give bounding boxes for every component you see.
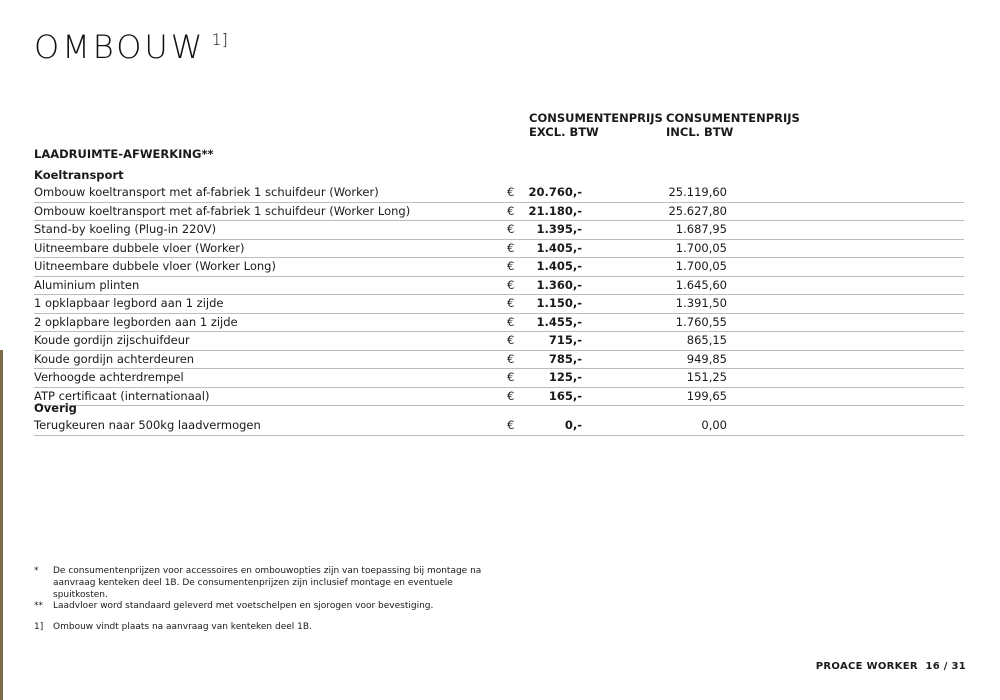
price-incl-btw: 949,85 [686, 351, 727, 366]
row-label: Stand-by koeling (Plug-in 220V) [34, 222, 217, 236]
footnote [34, 566, 494, 601]
price-incl-btw: 0,00 [701, 418, 727, 432]
page-edge-strip [0, 350, 3, 700]
price-excl-btw: 1.405,- [536, 240, 582, 255]
table-row [34, 221, 964, 240]
row-label: Ombouw koeltransport met af-fabriek 1 schuifdeur (Worker Long) [34, 203, 411, 218]
row-label: ATP certificaat (internationaal) [34, 388, 210, 403]
price-excl-btw: 1.455,- [536, 314, 582, 329]
currency-symbol: € [507, 203, 515, 218]
row-label: Koude gordijn achterdeuren [34, 351, 195, 366]
row-label: Terugkeuren naar 500kg laadvermogen [34, 418, 261, 432]
column-header-incl-btw: CONSUMENTENPRIJS INCL. BTW [666, 111, 800, 139]
price-excl-btw: 1.150,- [536, 296, 582, 310]
footer-model: PROACE WORKER [815, 661, 918, 672]
currency-symbol: € [507, 222, 515, 236]
footnote-mark: * [34, 566, 39, 576]
currency-symbol: € [507, 185, 515, 199]
currency-symbol: € [507, 240, 515, 255]
table-row [34, 258, 964, 277]
column-header-excl-btw: CONSUMENTENPRIJS EXCL. BTW [529, 111, 663, 139]
price-excl-btw: 1.395,- [536, 222, 582, 236]
price-excl-btw: 21.180,- [528, 203, 582, 218]
footnote [34, 601, 494, 613]
table-row [34, 203, 964, 222]
page-title: OMBOUW $^{1]}$ [34, 28, 228, 66]
row-label: Uitneembare dubbele vloer (Worker Long) [34, 259, 276, 273]
price-incl-btw: 1.760,55 [675, 314, 727, 329]
table-row [34, 388, 964, 407]
currency-symbol: € [507, 418, 515, 432]
table-row [34, 240, 964, 259]
price-incl-btw: 1.645,60 [675, 277, 727, 292]
title-footnote-mark: 1] [211, 30, 228, 49]
table-row [34, 369, 964, 388]
price-excl-btw: 0,- [564, 418, 582, 432]
price-excl-btw: 1.405,- [536, 259, 582, 273]
price-excl-btw: 165,- [548, 388, 582, 403]
row-label: Koude gordijn zijschuifdeur [34, 333, 190, 347]
price-incl-btw: 25.119,60 [668, 185, 727, 199]
price-excl-btw: 20.760,- [528, 185, 582, 199]
price-excl-btw: 1.360,- [536, 277, 582, 292]
price-incl-btw: 1.700,05 [675, 259, 727, 273]
price-excl-btw: 715,- [548, 333, 582, 347]
currency-symbol: € [507, 296, 515, 310]
currency-symbol: € [507, 370, 515, 384]
table-row [34, 314, 964, 333]
price-incl-btw: 1.700,05 [675, 240, 727, 255]
price-incl-btw: 1.687,95 [675, 222, 727, 236]
table-row [34, 417, 964, 436]
row-label: Uitneembare dubbele vloer (Worker) [34, 240, 245, 255]
footnote-text: Laadvloer word standaard geleverd met voetschelpen en sjorogen voor bevestiging. [53, 601, 434, 612]
row-label: 1 opklapbaar legbord aan 1 zijde [34, 296, 224, 310]
price-excl-btw: 785,- [548, 351, 582, 366]
table-row [34, 277, 964, 296]
price-excl-btw: 125,- [548, 370, 582, 384]
row-label: Aluminium plinten [34, 277, 140, 292]
footnote-mark: 1] [34, 622, 44, 633]
row-label: 2 opklapbare legborden aan 1 zijde [34, 314, 238, 329]
table-row [34, 184, 964, 203]
currency-symbol: € [507, 333, 515, 347]
price-incl-btw: 25.627,80 [668, 203, 727, 218]
currency-symbol: € [507, 259, 515, 273]
overig-table [34, 417, 964, 436]
footnote-text: Ombouw vindt plaats na aanvraag van kenteken deel 1B. [53, 622, 312, 633]
page-number: 16 / 31 [925, 661, 966, 672]
row-label: Verhoogde achterdrempel [34, 370, 184, 384]
page-footer [816, 661, 966, 672]
table-row [34, 295, 964, 314]
currency-symbol: € [507, 351, 515, 366]
section-title: LAADRUIMTE-AFWERKING** [34, 147, 214, 161]
row-label: Ombouw koeltransport met af-fabriek 1 schuifdeur (Worker) [34, 185, 379, 199]
price-incl-btw: 199,65 [686, 388, 727, 403]
footnote-text: De consumentenprijzen voor accessoires en ombouwopties zijn van toepassing bij montage na aanvraag kenteken deel 1B. De consumentenprijzen zijn inclusief montage en eventuele spuitkosten. [53, 566, 482, 600]
group-title-koeltransport: Koeltransport [34, 168, 124, 182]
footnote-mark: ** [34, 601, 43, 612]
footnote [34, 622, 494, 634]
price-incl-btw: 1.391,50 [675, 296, 727, 310]
price-incl-btw: 865,15 [686, 333, 727, 347]
currency-symbol: € [507, 388, 515, 403]
currency-symbol: € [507, 277, 515, 292]
table-row [34, 332, 964, 351]
group-title-overig: Overig [34, 401, 77, 415]
price-incl-btw: 151,25 [686, 370, 727, 384]
currency-symbol: € [507, 314, 515, 329]
footnotes [34, 566, 494, 634]
table-row [34, 351, 964, 370]
koeltransport-table [34, 184, 964, 406]
